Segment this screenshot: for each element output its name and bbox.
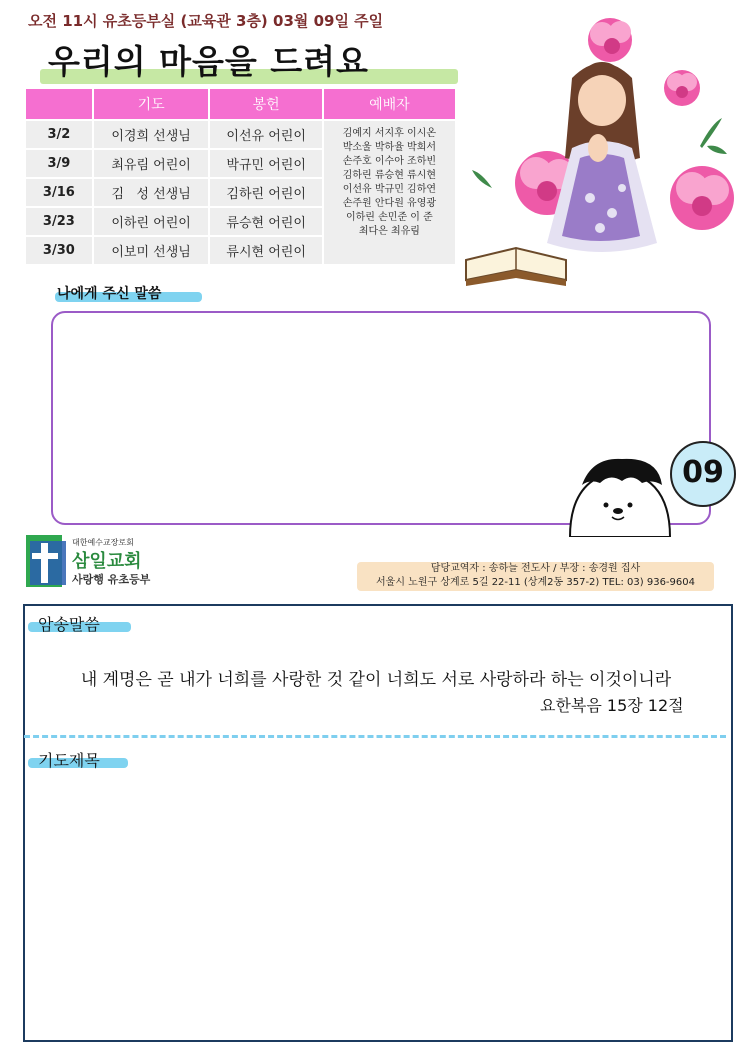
row-prayer: 이경희 선생님 — [93, 120, 210, 149]
section-divider — [24, 735, 726, 738]
worshipper-line: 최다은 최유림 — [358, 226, 420, 237]
verse-reference: 요한복음 15장 12절 — [540, 696, 684, 715]
table-header-row — [25, 88, 456, 120]
row-prayer: 김 성 선생님 — [93, 178, 210, 207]
row-prayer: 최유림 어린이 — [93, 149, 210, 178]
memory-verse: 내 계명은 곧 내가 너희를 사랑한 것 같이 너희도 서로 사랑하라 하는 이것이니라 — [80, 670, 672, 690]
column-header-offering: 봉헌 — [209, 88, 322, 120]
service-info: 오전 11시 유초등부실 (교육관 3층) 03월 09일 주일 — [28, 12, 384, 30]
row-date: 3/23 — [25, 207, 93, 236]
flower-icon — [664, 70, 700, 106]
denomination-name: 대한예수교장로회 — [72, 538, 134, 547]
row-prayer: 이하린 어린이 — [93, 207, 210, 236]
row-prayer: 이보미 선생님 — [93, 236, 210, 265]
schedule-table — [24, 87, 457, 266]
worshipper-line: 손주원 안다원 유영광 — [342, 198, 437, 209]
staff-info: 담당교역자 : 송하늘 전도사 / 부장 : 송경원 집사 — [430, 563, 641, 574]
contact-info — [357, 562, 714, 591]
worshipper-line: 이선유 박규민 김하연 — [342, 184, 437, 195]
row-date: 3/30 — [25, 236, 93, 265]
week-number-badge: 09 — [670, 441, 736, 507]
church-logo — [24, 533, 150, 589]
worshipper-list — [323, 120, 456, 265]
memory-section-label: 암송말씀 — [38, 615, 100, 634]
row-offering: 류시현 어린이 — [209, 236, 322, 265]
column-header-worshippers: 예배자 — [323, 88, 456, 120]
row-offering: 이선유 어린이 — [209, 120, 322, 149]
row-date: 3/16 — [25, 178, 93, 207]
worshipper-line: 이하린 손민준 이 준 — [345, 212, 433, 223]
word-section-label: 나에게 주신 말씀 — [57, 286, 162, 302]
row-offering: 김하린 어린이 — [209, 178, 322, 207]
bear-icon — [568, 455, 672, 537]
row-date: 3/9 — [25, 149, 93, 178]
row-offering: 박규민 어린이 — [209, 149, 322, 178]
worshipper-line: 박소울 박하율 박희서 — [342, 142, 437, 153]
address-info: 서울시 노원구 상계로 5길 22-11 (상계2동 357-2) TEL: 03) 936-9604 — [376, 577, 695, 588]
bible-icon — [466, 248, 566, 286]
row-offering: 류승현 어린이 — [209, 207, 322, 236]
praying-girl-illustration — [462, 8, 740, 300]
worshipper-line: 김하린 류승현 류시현 — [342, 170, 437, 181]
column-header-date — [25, 88, 93, 120]
department-name: 사랑행 유초등부 — [72, 573, 151, 586]
worshipper-line: 손주호 이수아 조하빈 — [342, 156, 437, 167]
column-header-prayer: 기도 — [93, 88, 210, 120]
table-row — [25, 120, 456, 149]
flower-icon — [670, 166, 734, 230]
page-title: 우리의 마음을 드려요 — [48, 42, 369, 81]
church-name: 삼일교회 — [72, 551, 142, 572]
prayer-writing-area[interactable] — [30, 778, 720, 1033]
row-date: 3/2 — [25, 120, 93, 149]
worshipper-line: 김예지 서지후 이시온 — [342, 128, 437, 139]
prayer-section-label: 기도제목 — [38, 751, 100, 770]
cross-logo-icon — [24, 533, 70, 589]
flower-icon — [588, 18, 632, 62]
